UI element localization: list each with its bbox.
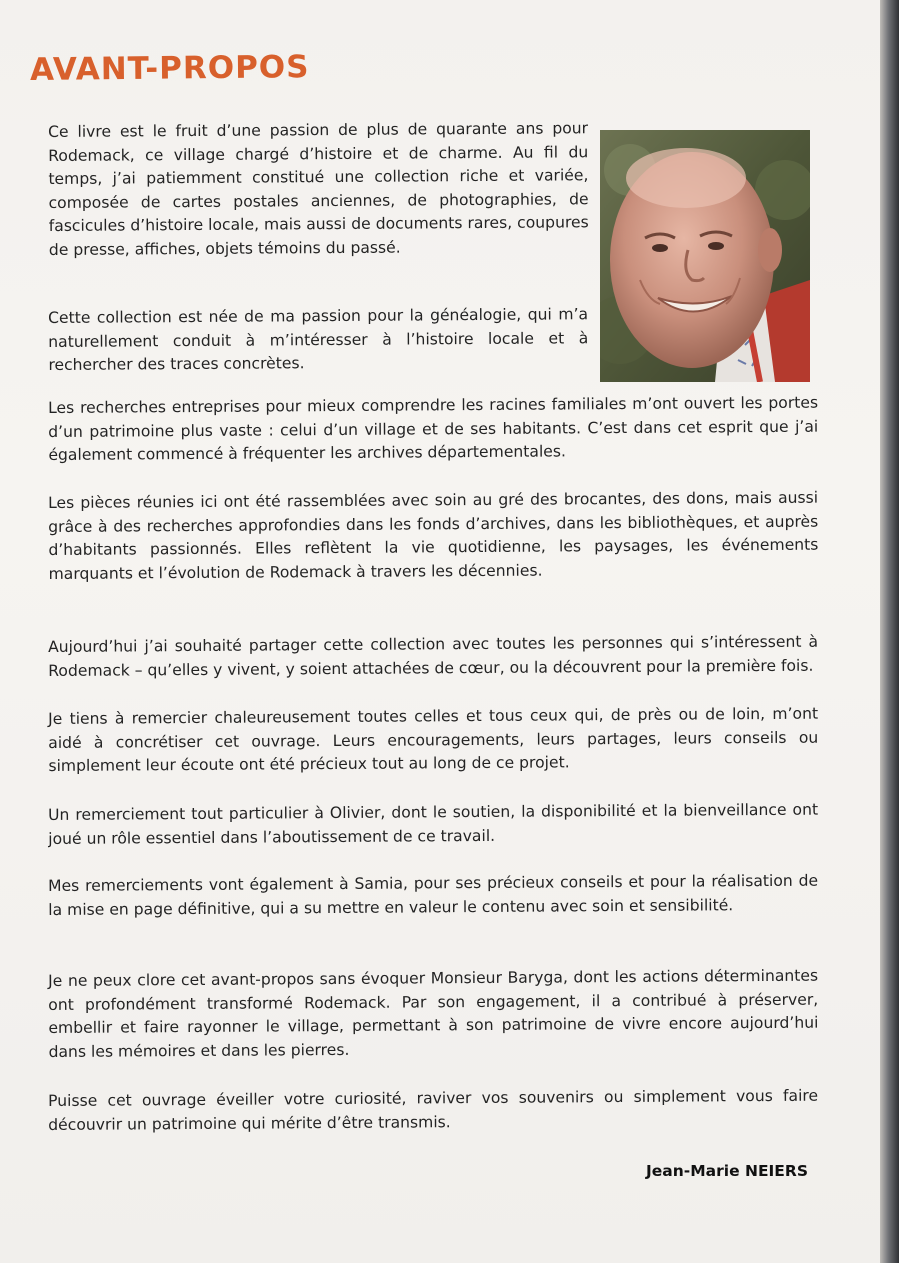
author-portrait-photo xyxy=(600,130,810,382)
page-title: AVANT-PROPOS xyxy=(29,49,310,88)
paragraph-baryga: Je ne peux clore cet avant-propos sans évoquer Monsieur Baryga, dont les actions déterminantes ont profondément transformé Rodemack. Par son engagement, il a contribué à préserver, embellir et faire rayonner le village, permettant à son patrimoine de vivre encore aujourd’hui dans les mémoires et dans les pierres. xyxy=(48,966,819,1061)
author-signature: Jean-Marie NEIERS xyxy=(646,1162,808,1180)
paragraph-remerciements: Je tiens à remercier chaleureusement toutes celles et tous ceux qui, de près ou de loin, m’ont aidé à concrétiser cet ouvrage. Leurs encouragements, leurs partages, leurs conseils ou simplement leur écoute ont été précieux tout au long de ce projet. xyxy=(48,704,819,775)
paragraph-samia: Mes remerciements vont également à Samia, pour ses précieux conseils et pour la réalisation de la mise en page définitive, qui a su mettre en valeur le contenu avec soin et sensibilité. xyxy=(48,871,819,919)
page-edge-shadow xyxy=(880,0,899,1263)
paragraph-partage: Aujourd’hui j’ai souhaité partager cette collection avec toutes les personnes qui s’intéressent à Rodemack – qu’elles y vivent, y soient attachées de cœur, ou la découvrent pour la première fois. xyxy=(48,632,819,680)
paragraph-olivier: Un remerciement tout particulier à Olivier, dont le soutien, la disponibilité et la bienveillance ont joué un rôle essentiel dans l’aboutissement de ce travail. xyxy=(48,800,819,848)
paragraph-pieces: Les pièces réunies ici ont été rassemblées avec soin au gré des brocantes, des dons, mais aussi grâce à des recherches approfondies dans les fonds d’archives, dans les bibliothèques, et auprès d’habitants passionnés. Elles reflètent la vie quotidienne, les paysages, les événements marquants et l’évolution de Rodemack à travers les décennies. xyxy=(48,488,819,583)
paragraph-recherches: Les recherches entreprises pour mieux comprendre les racines familiales m’ont ouvert les portes d’un patrimoine plus vaste : celui d’un village et de ses habitants. C’est dans cet esprit que j’ai également commencé à fréquenter les archives départementales. xyxy=(48,393,819,464)
paragraph-conclusion: Puisse cet ouvrage éveiller votre curiosité, raviver vos souvenirs ou simplement vous faire découvrir un patrimoine qui mérite d’être transmis. xyxy=(48,1086,819,1134)
paragraph-genealogie: Cette collection est née de ma passion pour la généalogie, qui m’a naturellement conduit à m’intéresser à l’histoire locale et à rechercher des traces concrètes. xyxy=(48,305,589,374)
paragraph-collection: Ce livre est le fruit d’une passion de plus de quarante ans pour Rodemack, ce village chargé d’histoire et de charme. Au fil du temps, j’ai patiemment constitué une collection riche et variée, composée de cartes postales anciennes, de photographies, de fascicules d’histoire locale, mais aussi de documents rares, coupures de presse, affiches, objets témoins du passé. xyxy=(48,119,589,259)
